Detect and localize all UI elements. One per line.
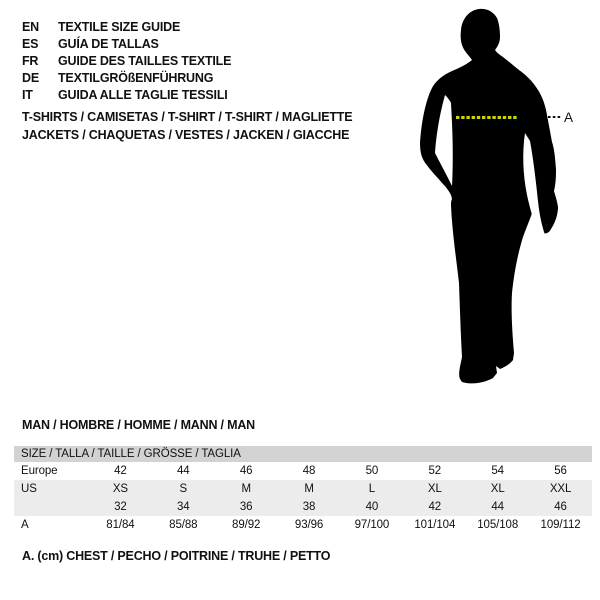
size-table [14,446,592,534]
row-label [14,498,89,516]
row-label: Europe [21,465,58,477]
language-code: IT [22,88,33,102]
language-code: ES [22,37,39,51]
table-cell: 56 [554,465,567,477]
man-silhouette [415,5,575,395]
table-cell: 34 [177,501,190,513]
size-table-grid [14,462,592,534]
table-cell: 36 [239,501,253,513]
language-code: EN [22,20,39,34]
section-title-man: MAN / HOMBRE / HOMME / MANN / MAN [22,418,255,432]
language-label: GUIDE DES TAILLES TEXTILE [58,54,232,68]
table-cell: 46 [239,465,253,477]
language-label: GUÍA DE TALLAS [58,37,159,51]
table-cell: 32 [114,501,127,513]
language-label: TEXTILGRÖßENFÜHRUNG [58,71,214,85]
row-label: A [21,519,29,531]
table-cell: 44 [491,501,504,513]
table-cell: 81/84 [106,519,135,531]
language-code: FR [22,54,39,68]
language-row [22,87,231,104]
language-guide-list [22,19,231,104]
language-code: DE [22,71,39,85]
table-row [14,480,592,498]
table-cell: 42 [428,501,442,513]
language-row [22,70,231,87]
language-row [22,19,231,36]
table-cell: 93/96 [294,519,324,531]
table-row [14,462,592,480]
table-cell: 44 [177,465,190,477]
table-cell: XL [427,483,442,495]
garment-categories [22,108,352,144]
table-cell: 101/104 [414,519,456,531]
man-figure [415,5,575,395]
category-line-tshirts: T-SHIRTS / CAMISETAS / T-SHIRT / T-SHIRT / MAGLIETTE [22,110,353,124]
table-cell: 52 [428,465,442,477]
language-label: GUIDA ALLE TAGLIE TESSILI [58,88,228,102]
table-cell: M [304,483,314,495]
table-cell: 48 [302,465,316,477]
table-cell: 38 [302,501,316,513]
table-cell: L [368,483,376,495]
table-cell: M [241,483,251,495]
table-row [14,498,592,516]
table-cell: 89/92 [232,519,261,531]
table-cell: XS [112,483,129,495]
table-cell: 42 [114,465,127,477]
table-cell: 97/100 [354,519,390,531]
table-row [14,516,592,534]
language-row [22,36,231,53]
measure-label-a: A [564,110,574,125]
table-cell: S [179,483,188,495]
row-label: US [21,483,37,495]
category-line-jackets: JACKETS / CHAQUETAS / VESTES / JACKEN / GIACCHE [22,128,350,142]
measurement-footnote: A. (cm) CHEST / PECHO / POITRINE / TRUHE / PETTO [22,549,331,563]
table-cell: 109/112 [540,519,581,531]
table-cell: 46 [554,501,567,513]
table-cell: 105/108 [477,519,519,531]
table-cell: XL [490,483,505,495]
language-row [22,53,231,70]
table-cell: 50 [365,465,379,477]
table-cell: XXL [549,483,572,495]
language-label: TEXTILE SIZE GUIDE [58,20,181,34]
table-cell: 40 [365,501,379,513]
size-table-body [14,462,592,534]
size-table-header: SIZE / TALLA / TAILLE / GRÖSSE / TAGLIA [14,446,592,462]
table-cell: 85/88 [169,519,198,531]
table-cell: 54 [491,465,504,477]
